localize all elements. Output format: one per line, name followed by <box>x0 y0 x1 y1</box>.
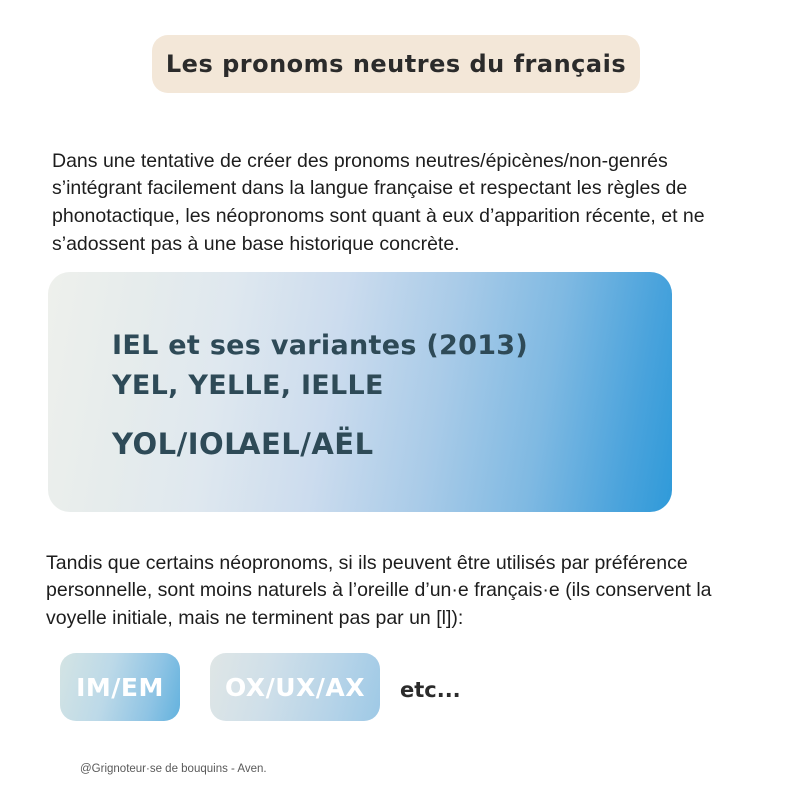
credit-line: @Grignoteur·se de bouquins - Aven. <box>80 763 267 775</box>
card-line-yel-variants: YEL, YELLE, IELLE <box>112 370 384 401</box>
title-banner <box>152 35 640 93</box>
card-line-yol-iol: YOL/IOL <box>112 427 244 461</box>
page-title: Les pronoms neutres du français <box>165 50 627 78</box>
intro-paragraph: Dans une tentative de créer des pronoms neutres/épicènes/non-genrés s’intégrant facilement dans la langue française et respectant les règles de phonotactique, les néopronoms sont quant à eux d’apparition récente, et ne s’adossent pas à une base historique concrète. <box>52 149 705 255</box>
etc-label: etc... <box>400 678 461 702</box>
neopronouns-card <box>48 272 672 512</box>
chip-im-em: IM/EM <box>60 653 180 721</box>
card-line-iel: IEL et ses variantes (2013) <box>112 330 529 361</box>
second-paragraph: Tandis que certains néopronoms, si ils peuvent être utilisés par préférence personnelle, sont moins naturels à l’oreille d’un·e français·e (ils conservent la voyelle initiale, mais ne terminent pas par un [l]): <box>46 551 712 629</box>
chip-ox-ux-ax: OX/UX/AX <box>210 653 380 721</box>
card-line-ael: AEL/AËL <box>238 427 374 461</box>
